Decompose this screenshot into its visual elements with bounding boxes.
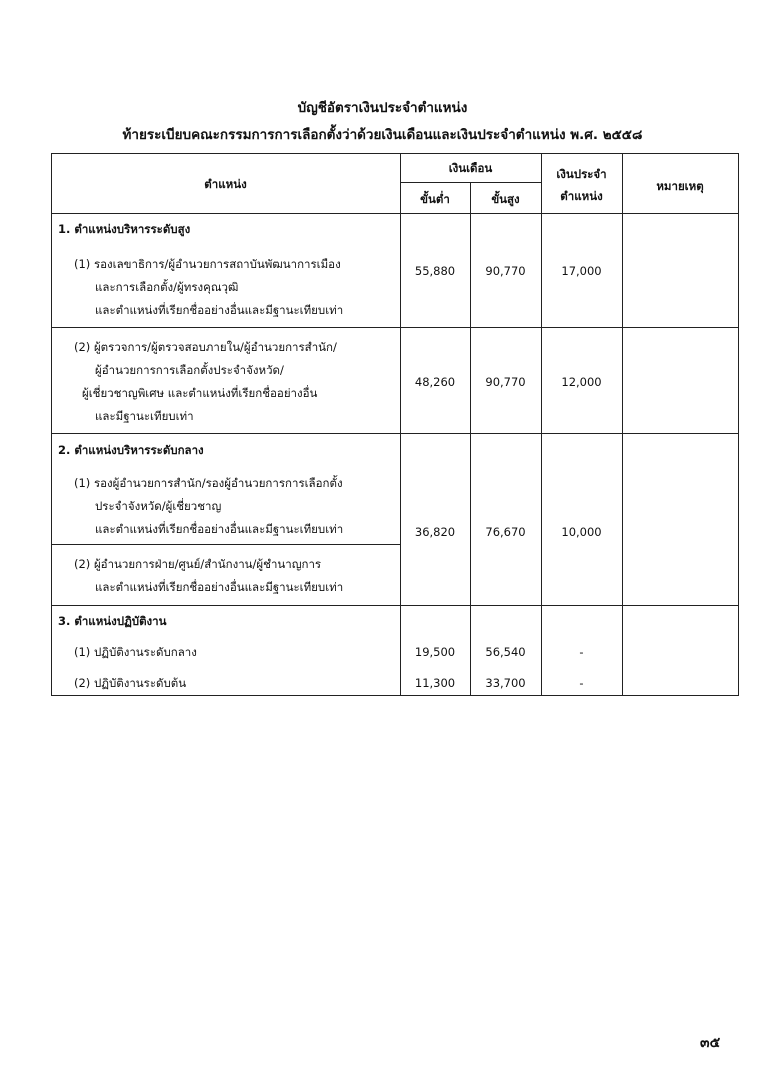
row-label: ประจำจังหวัด/ผู้เชี่ยวชาญ xyxy=(95,499,222,513)
min-value: 55,880 xyxy=(414,264,456,278)
max-value: 76,670 xyxy=(485,525,526,539)
row-label: (2) ปฏิบัติงานระดับต้น xyxy=(74,676,187,690)
section-title: 1. ตำแหน่งบริหารระดับสูง xyxy=(58,222,191,236)
row-label: และมีฐานะเทียบเท่า xyxy=(95,409,194,423)
header-allowance-2: ตำแหน่ง xyxy=(560,189,603,203)
max-value: 56,540 xyxy=(485,645,526,659)
page-number: ๓๕ xyxy=(700,1035,721,1051)
min-value: 11,300 xyxy=(414,676,456,690)
allowance-value: - xyxy=(579,676,584,690)
min-value: 36,820 xyxy=(414,525,456,539)
min-value: 48,260 xyxy=(414,375,456,389)
row-label: และตำแหน่งที่เรียกชื่ออย่างอื่นและมีฐานะเทียบเท่า xyxy=(95,522,344,536)
row-label: (1) ปฏิบัติงานระดับกลาง xyxy=(74,645,197,659)
row-label: ผู้เชี่ยวชาญพิเศษ และตำแหน่งที่เรียกชื่ออย่างอื่น xyxy=(82,386,318,400)
allowance-value: 10,000 xyxy=(561,525,602,539)
document-subtitle: ท้ายระเบียบคณะกรรมการการเลือกตั้งว่าด้วยเงินเดือนและเงินประจำตำแหน่ง พ.ศ. ๒๕๕๘ xyxy=(122,127,643,143)
header-remark: หมายเหตุ xyxy=(656,179,704,193)
header-allowance: เงินประจำ xyxy=(556,167,607,181)
row-label: (2) ผู้ตรวจการ/ผู้ตรวจสอบภายใน/ผู้อำนวยการสำนัก/ xyxy=(74,340,337,354)
row-label: และตำแหน่งที่เรียกชื่ออย่างอื่นและมีฐานะเทียบเท่า xyxy=(95,303,344,317)
header-salary: เงินเดือน xyxy=(448,161,493,175)
max-value: 90,770 xyxy=(485,264,526,278)
allowance-value: - xyxy=(579,645,584,659)
allowance-value: 12,000 xyxy=(561,375,602,389)
header-position: ตำแหน่ง xyxy=(204,177,247,191)
allowance-value: 17,000 xyxy=(561,264,602,278)
max-value: 33,700 xyxy=(485,676,526,690)
row-label: (2) ผู้อำนวยการฝ่าย/ศูนย์/สำนักงาน/ผู้ชำนาญการ xyxy=(74,557,322,571)
row-label: (1) รองเลขาธิการ/ผู้อำนวยการสถาบันพัฒนาการเมือง xyxy=(74,257,341,271)
row-label: (1) รองผู้อำนวยการสำนัก/รองผู้อำนวยการการเลือกตั้ง xyxy=(74,476,343,490)
row-label: ผู้อำนวยการการเลือกตั้งประจำจังหวัด/ xyxy=(95,363,284,377)
header-min: ขั้นต่ำ xyxy=(420,192,450,206)
section-title: 3. ตำแหน่งปฏิบัติงาน xyxy=(58,614,167,628)
header-max: ขั้นสูง xyxy=(491,192,520,206)
document-title: บัญชีอัตราเงินประจำตำแหน่ง xyxy=(297,100,468,116)
min-value: 19,500 xyxy=(414,645,456,659)
section-title: 2. ตำแหน่งบริหารระดับกลาง xyxy=(58,443,204,457)
row-label: และตำแหน่งที่เรียกชื่ออย่างอื่นและมีฐานะเทียบเท่า xyxy=(95,580,344,594)
row-label: และการเลือกตั้ง/ผู้ทรงคุณวุฒิ xyxy=(95,280,239,294)
max-value: 90,770 xyxy=(485,375,526,389)
